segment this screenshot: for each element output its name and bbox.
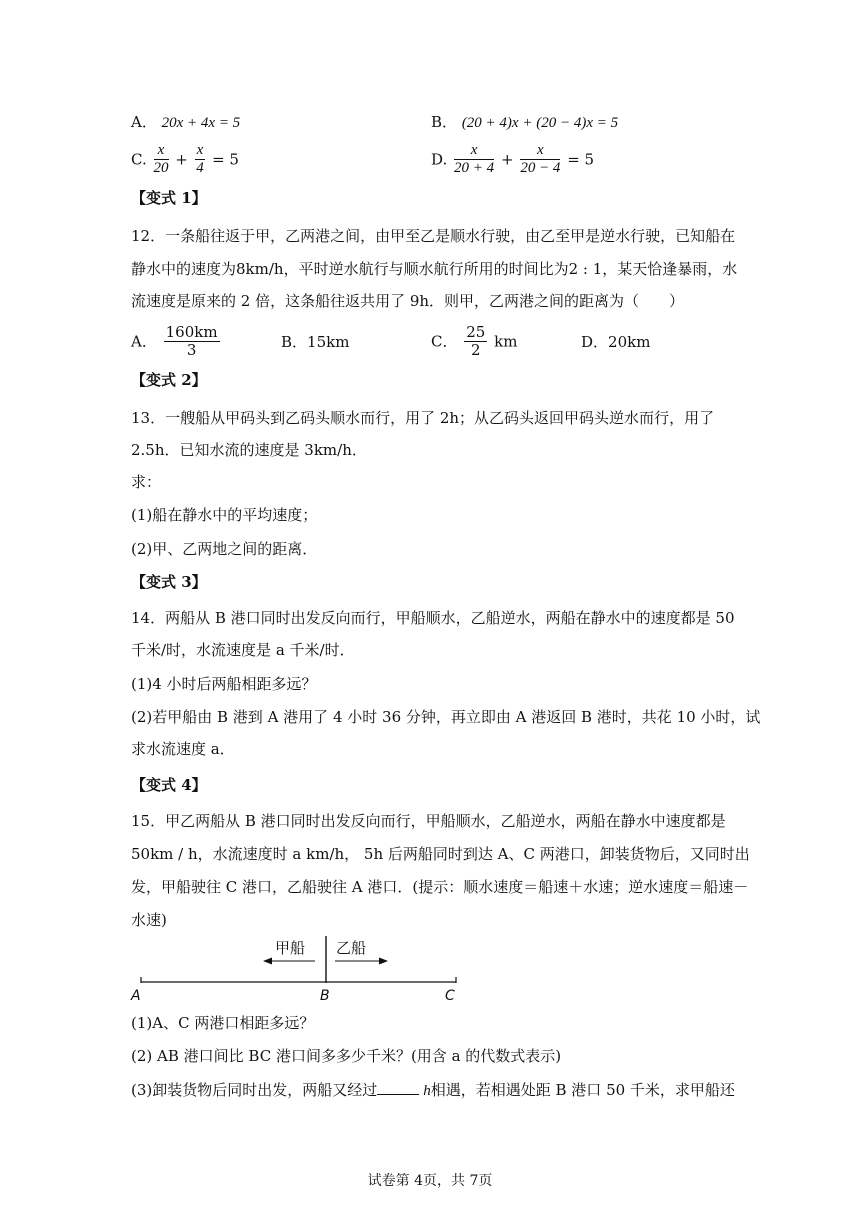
equals-tail: = 5 <box>212 150 239 169</box>
answer-blank[interactable] <box>377 1080 419 1095</box>
option-d <box>431 142 594 177</box>
q15-sub-1: (1)A、C 两港口相距多远？ <box>131 1014 315 1032</box>
option-b-expr: (20 + 4)x + (20 − 4)x = 5 <box>461 115 619 131</box>
variant-heading-2: 【变式 2】 <box>131 371 207 389</box>
option-c-fraction-1 <box>154 142 169 177</box>
q14-line-3: (1)4 小时后两船相距多远？ <box>131 675 317 693</box>
q12-option-c-fraction <box>464 324 487 359</box>
label-a: A <box>131 988 141 1004</box>
option-b-label: B． <box>431 113 458 131</box>
page-footer: 试卷第 4页，共 7页 <box>367 1173 493 1189</box>
denominator: 20 + 4 <box>454 160 495 176</box>
q15-sub-2: (2) AB 港口间比 BC 港口间多多少千米？(用含 a 的代数式表示) <box>131 1047 562 1065</box>
right-arrow-head <box>379 958 388 965</box>
q15-line-4: 水速) <box>131 911 167 929</box>
numerator: x <box>520 142 560 160</box>
q15-line-3: 发，甲船驶往 C 港口，乙船驶往 A 港口．(提示：顺水速度＝船速＋水速；逆水速度＝船速－ <box>131 878 749 896</box>
numerator: 160km <box>165 323 218 341</box>
q13-line-1: 13．一艘船从甲码头到乙码头顺水而行，用了 2h；从乙码头返回甲码头逆水而行，用了 <box>131 409 715 427</box>
variant-heading-4: 【变式 4】 <box>131 776 207 794</box>
denominator: 20 <box>153 160 169 176</box>
option-c <box>131 142 239 177</box>
q12-line-2: 静水中的速度为8km/h，平时逆水航行与顺水航行所用的时间比为2 : 1，某天恰逢暴雨，水 <box>131 260 738 278</box>
option-d-fraction-1 <box>454 142 494 177</box>
numerator: x <box>196 142 204 158</box>
q12-option-d: D．20km <box>581 333 651 351</box>
option-a <box>131 112 240 133</box>
option-d-fraction-2 <box>520 142 560 177</box>
option-d-label: D. <box>431 150 448 169</box>
option-label: A． <box>131 332 157 351</box>
option-a-expr: 20x + 4x = 5 <box>161 115 241 131</box>
equals-tail: = 5 <box>567 150 595 169</box>
variant-heading-3: 【变式 3】 <box>131 573 207 591</box>
label-jia-boat: 甲船 <box>275 939 306 957</box>
q12-line-1: 12．一条船往返于甲，乙两港之间，由甲至乙是顺水行驶，由乙至甲是逆水行驶，已知船在 <box>131 227 736 245</box>
variant-heading-1: 【变式 1】 <box>131 189 207 207</box>
sub3-unit: h <box>423 1083 431 1099</box>
option-c-label: C. <box>131 150 147 169</box>
label-b: B <box>320 988 330 1004</box>
q12-option-b: B．15km <box>281 333 350 351</box>
q12-option-a-fraction <box>164 324 220 359</box>
denominator: 2 <box>471 341 481 359</box>
denominator: 20 − 4 <box>520 160 561 176</box>
harbor-diagram <box>125 932 470 1004</box>
q15-sub-3 <box>131 1080 735 1101</box>
q13-line-2: 2.5h．已知水流的速度是 3km/h． <box>131 441 367 459</box>
left-arrow-head <box>263 958 272 965</box>
option-label: C． <box>431 332 458 351</box>
option-a-label: A． <box>131 113 157 131</box>
q15-line-2: 50km / h，水流速度时 a km/h， 5h 后两船同时到达 A、C 两港口，卸装货物后，又同时出 <box>131 845 750 863</box>
label-yi-boat: 乙船 <box>336 939 367 957</box>
denominator: 4 <box>196 160 204 176</box>
sub3-prefix: (3)卸装货物后同时出发，两船又经过 <box>131 1081 378 1099</box>
q12-option-a <box>131 324 222 359</box>
q14-line-1: 14．两船从 B 港口同时出发反向而行，甲船顺水，乙船逆水，两船在静水中的速度都是 50 <box>131 609 735 627</box>
option-b <box>431 112 618 133</box>
q12-option-c <box>431 324 517 359</box>
sub3-suffix: 相遇，若相遇处距 B 港口 50 千米，求甲船还 <box>430 1081 735 1099</box>
numerator: x <box>454 142 494 160</box>
q14-line-4: (2)若甲船由 B 港到 A 港用了 4 小时 36 分钟，再立即由 A 港返回 B 港时，共花 10 小时，试 <box>131 708 761 726</box>
numerator: x <box>154 142 169 160</box>
plus-sign: + <box>175 150 188 169</box>
unit: km <box>494 332 518 351</box>
label-c: C <box>445 988 455 1004</box>
q14-line-5: 求水流速度 a． <box>131 740 235 758</box>
q13-line-3: 求： <box>131 473 162 491</box>
q13-line-5: (2)甲、乙两地之间的距离． <box>131 540 318 558</box>
option-c-fraction-2 <box>195 142 206 177</box>
plus-sign: + <box>500 150 514 169</box>
numerator: 25 <box>466 323 486 341</box>
q15-line-1: 15．甲乙两船从 B 港口同时出发反向而行，甲船顺水，乙船逆水，两船在静水中速度都是 <box>131 812 726 830</box>
denominator: 3 <box>186 341 197 359</box>
q14-line-2: 千米/时，水流速度是 a 千米/时． <box>131 641 355 659</box>
q13-line-4: (1)船在静水中的平均速度； <box>131 506 318 524</box>
q12-line-3: 流速度是原来的 2 倍，这条船往返共用了 9h．则甲，乙两港之间的距离为（ ） <box>131 292 685 310</box>
